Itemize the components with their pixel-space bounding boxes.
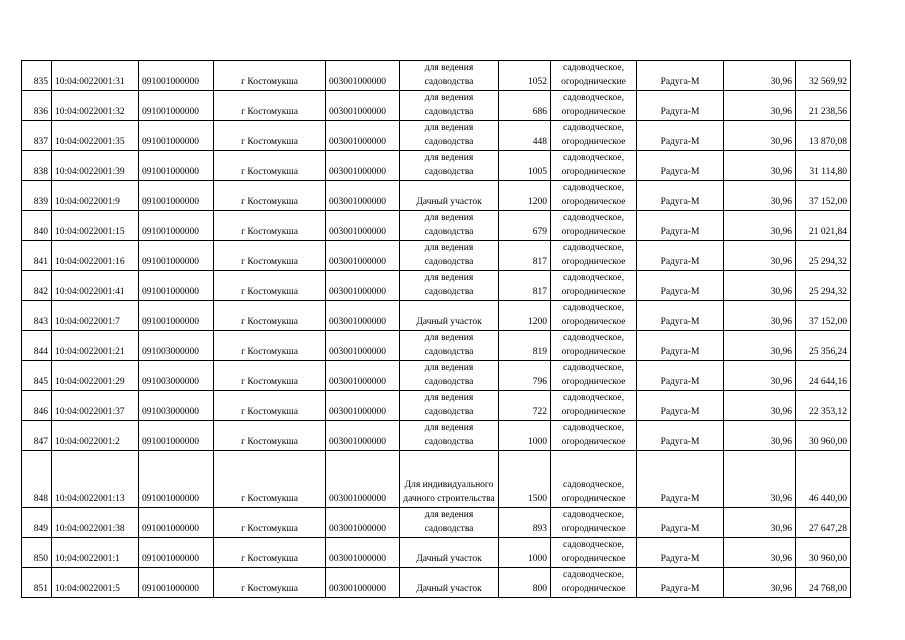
permitted-use-cell: для ведения садоводства [400,121,499,151]
city-cell: г Костомукша [214,91,326,121]
table-row [22,421,851,451]
oktmo-code-cell: 091001000000 [139,271,214,301]
code-cell: 003001000000 [326,121,400,151]
rate-cell: 30,96 [724,451,796,508]
permitted-use-cell: для ведения садоводства [400,271,499,301]
land-plot-table-page [21,60,850,598]
association-name-cell: Радуга-М [637,151,724,181]
association-name-cell: Радуга-М [637,301,724,331]
row-number-cell: 851 [22,568,52,598]
permitted-use-cell: Дачный участок [400,568,499,598]
table-row [22,241,851,271]
rate-cell: 30,96 [724,181,796,211]
land-category-cell: садоводческое, огородническое [551,181,637,211]
area-cell: 679 [499,211,551,241]
code-cell: 003001000000 [326,181,400,211]
rate-cell: 30,96 [724,271,796,301]
table-row [22,538,851,568]
area-cell: 1052 [499,61,551,91]
row-number-cell: 847 [22,421,52,451]
cadastral-number-cell: 10:04:0022001:7 [52,301,139,331]
association-name-cell: Радуга-М [637,181,724,211]
cadastral-number-cell: 10:04:0022001:15 [52,211,139,241]
rate-cell: 30,96 [724,538,796,568]
row-number-cell: 843 [22,301,52,331]
row-number-cell: 840 [22,211,52,241]
permitted-use-cell: для ведения садоводства [400,211,499,241]
land-category-cell: садоводческое, огороднические [551,61,637,91]
area-cell: 722 [499,391,551,421]
permitted-use-cell: для ведения садоводства [400,391,499,421]
area-cell: 817 [499,271,551,301]
table-row [22,301,851,331]
permitted-use-cell: для ведения садоводства [400,508,499,538]
oktmo-code-cell: 091001000000 [139,568,214,598]
permitted-use-cell: для ведения садоводства [400,241,499,271]
land-category-cell: садоводческое, огородническое [551,241,637,271]
city-cell: г Костомукша [214,151,326,181]
land-category-cell: садоводческое, огородническое [551,121,637,151]
cadastral-number-cell: 10:04:0022001:21 [52,331,139,361]
table-body [22,61,851,598]
table-row [22,181,851,211]
permitted-use-cell: для ведения садоводства [400,61,499,91]
land-category-cell: садоводческое, огородническое [551,301,637,331]
permitted-use-cell: Дачный участок [400,301,499,331]
land-category-cell: садоводческое, огородническое [551,391,637,421]
oktmo-code-cell: 091001000000 [139,91,214,121]
land-category-cell: садоводческое, огородническое [551,451,637,508]
table-row [22,211,851,241]
cadastral-number-cell: 10:04:0022001:2 [52,421,139,451]
cadastral-value-cell: 21 021,84 [796,211,851,241]
code-cell: 003001000000 [326,361,400,391]
row-number-cell: 836 [22,91,52,121]
code-cell: 003001000000 [326,508,400,538]
oktmo-code-cell: 091003000000 [139,331,214,361]
city-cell: г Костомукша [214,181,326,211]
table-row [22,271,851,301]
permitted-use-cell: Для индивидуального дачного строительства [400,451,499,508]
rate-cell: 30,96 [724,421,796,451]
association-name-cell: Радуга-М [637,241,724,271]
oktmo-code-cell: 091003000000 [139,391,214,421]
city-cell: г Костомукша [214,331,326,361]
city-cell: г Костомукша [214,568,326,598]
code-cell: 003001000000 [326,538,400,568]
city-cell: г Костомукша [214,361,326,391]
rate-cell: 30,96 [724,301,796,331]
table-row [22,508,851,538]
city-cell: г Костомукша [214,301,326,331]
city-cell: г Костомукша [214,451,326,508]
city-cell: г Костомукша [214,391,326,421]
code-cell: 003001000000 [326,91,400,121]
oktmo-code-cell: 091003000000 [139,361,214,391]
cadastral-number-cell: 10:04:0022001:39 [52,151,139,181]
row-number-cell: 850 [22,538,52,568]
rate-cell: 30,96 [724,61,796,91]
land-category-cell: садоводческое, огородническое [551,508,637,538]
permitted-use-cell: для ведения садоводства [400,421,499,451]
land-category-cell: садоводческое, огородническое [551,91,637,121]
table-row [22,61,851,91]
code-cell: 003001000000 [326,151,400,181]
code-cell: 003001000000 [326,421,400,451]
association-name-cell: Радуга-М [637,538,724,568]
area-cell: 1000 [499,538,551,568]
cadastral-value-cell: 24 644,16 [796,361,851,391]
city-cell: г Костомукша [214,271,326,301]
association-name-cell: Радуга-М [637,121,724,151]
city-cell: г Костомукша [214,508,326,538]
cadastral-number-cell: 10:04:0022001:31 [52,61,139,91]
rate-cell: 30,96 [724,241,796,271]
city-cell: г Костомукша [214,538,326,568]
row-number-cell: 845 [22,361,52,391]
oktmo-code-cell: 091001000000 [139,211,214,241]
cadastral-number-cell: 10:04:0022001:1 [52,538,139,568]
oktmo-code-cell: 091001000000 [139,61,214,91]
code-cell: 003001000000 [326,241,400,271]
code-cell: 003001000000 [326,391,400,421]
row-number-cell: 848 [22,451,52,508]
row-number-cell: 839 [22,181,52,211]
area-cell: 796 [499,361,551,391]
cadastral-number-cell: 10:04:0022001:32 [52,91,139,121]
land-category-cell: садоводческое, огородническое [551,421,637,451]
row-number-cell: 846 [22,391,52,421]
land-category-cell: садоводческое, огородническое [551,538,637,568]
cadastral-value-cell: 30 960,00 [796,421,851,451]
rate-cell: 30,96 [724,391,796,421]
cadastral-number-cell: 10:04:0022001:13 [52,451,139,508]
row-number-cell: 838 [22,151,52,181]
land-category-cell: садоводческое, огородническое [551,271,637,301]
cadastral-value-cell: 27 647,28 [796,508,851,538]
cadastral-value-cell: 31 114,80 [796,151,851,181]
cadastral-number-cell: 10:04:0022001:37 [52,391,139,421]
table-row [22,451,851,508]
table-row [22,331,851,361]
association-name-cell: Радуга-М [637,61,724,91]
cadastral-value-cell: 22 353,12 [796,391,851,421]
code-cell: 003001000000 [326,301,400,331]
oktmo-code-cell: 091001000000 [139,181,214,211]
row-number-cell: 835 [22,61,52,91]
oktmo-code-cell: 091001000000 [139,421,214,451]
oktmo-code-cell: 091001000000 [139,121,214,151]
cadastral-value-cell: 25 356,24 [796,331,851,361]
cadastral-number-cell: 10:04:0022001:16 [52,241,139,271]
city-cell: г Костомукша [214,421,326,451]
area-cell: 1005 [499,151,551,181]
code-cell: 003001000000 [326,271,400,301]
city-cell: г Костомукша [214,121,326,151]
table-row [22,121,851,151]
city-cell: г Костомукша [214,61,326,91]
row-number-cell: 837 [22,121,52,151]
cadastral-value-cell: 37 152,00 [796,301,851,331]
row-number-cell: 849 [22,508,52,538]
area-cell: 817 [499,241,551,271]
land-category-cell: садоводческое, огородническое [551,151,637,181]
rate-cell: 30,96 [724,151,796,181]
rate-cell: 30,96 [724,211,796,241]
table-row [22,151,851,181]
code-cell: 003001000000 [326,568,400,598]
rate-cell: 30,96 [724,91,796,121]
rate-cell: 30,96 [724,568,796,598]
association-name-cell: Радуга-М [637,331,724,361]
area-cell: 893 [499,508,551,538]
cadastral-value-cell: 25 294,32 [796,241,851,271]
cadastral-number-cell: 10:04:0022001:29 [52,361,139,391]
table-row [22,568,851,598]
cadastral-value-cell: 46 440,00 [796,451,851,508]
table-row [22,391,851,421]
rate-cell: 30,96 [724,508,796,538]
land-category-cell: садоводческое, огородническое [551,361,637,391]
land-plot-table [21,60,851,598]
association-name-cell: Радуга-М [637,361,724,391]
oktmo-code-cell: 091001000000 [139,301,214,331]
rate-cell: 30,96 [724,361,796,391]
table-row [22,91,851,121]
cadastral-value-cell: 24 768,00 [796,568,851,598]
cadastral-number-cell: 10:04:0022001:41 [52,271,139,301]
area-cell: 800 [499,568,551,598]
cadastral-value-cell: 25 294,32 [796,271,851,301]
permitted-use-cell: для ведения садоводства [400,151,499,181]
area-cell: 1000 [499,421,551,451]
city-cell: г Костомукша [214,211,326,241]
area-cell: 448 [499,121,551,151]
oktmo-code-cell: 091001000000 [139,241,214,271]
oktmo-code-cell: 091001000000 [139,508,214,538]
rate-cell: 30,96 [724,121,796,151]
association-name-cell: Радуга-М [637,391,724,421]
permitted-use-cell: для ведения садоводства [400,91,499,121]
permitted-use-cell: для ведения садоводства [400,361,499,391]
oktmo-code-cell: 091001000000 [139,151,214,181]
land-category-cell: садоводческое, огородническое [551,211,637,241]
table-row [22,361,851,391]
association-name-cell: Радуга-М [637,421,724,451]
cadastral-number-cell: 10:04:0022001:35 [52,121,139,151]
association-name-cell: Радуга-М [637,211,724,241]
land-category-cell: садоводческое, огородническое [551,568,637,598]
row-number-cell: 841 [22,241,52,271]
row-number-cell: 842 [22,271,52,301]
association-name-cell: Радуга-М [637,451,724,508]
oktmo-code-cell: 091001000000 [139,451,214,508]
cadastral-value-cell: 37 152,00 [796,181,851,211]
cadastral-number-cell: 10:04:0022001:38 [52,508,139,538]
area-cell: 1200 [499,301,551,331]
area-cell: 1500 [499,451,551,508]
association-name-cell: Радуга-М [637,568,724,598]
cadastral-value-cell: 32 569,92 [796,61,851,91]
oktmo-code-cell: 091001000000 [139,538,214,568]
row-number-cell: 844 [22,331,52,361]
permitted-use-cell: Дачный участок [400,181,499,211]
land-category-cell: садоводческое, огородническое [551,331,637,361]
code-cell: 003001000000 [326,61,400,91]
association-name-cell: Радуга-М [637,271,724,301]
area-cell: 1200 [499,181,551,211]
area-cell: 686 [499,91,551,121]
cadastral-value-cell: 21 238,56 [796,91,851,121]
city-cell: г Костомукша [214,241,326,271]
cadastral-number-cell: 10:04:0022001:5 [52,568,139,598]
association-name-cell: Радуга-М [637,91,724,121]
association-name-cell: Радуга-М [637,508,724,538]
permitted-use-cell: Дачный участок [400,538,499,568]
code-cell: 003001000000 [326,211,400,241]
code-cell: 003001000000 [326,331,400,361]
permitted-use-cell: для ведения садоводства [400,331,499,361]
cadastral-value-cell: 13 870,08 [796,121,851,151]
code-cell: 003001000000 [326,451,400,508]
rate-cell: 30,96 [724,331,796,361]
area-cell: 819 [499,331,551,361]
cadastral-number-cell: 10:04:0022001:9 [52,181,139,211]
cadastral-value-cell: 30 960,00 [796,538,851,568]
